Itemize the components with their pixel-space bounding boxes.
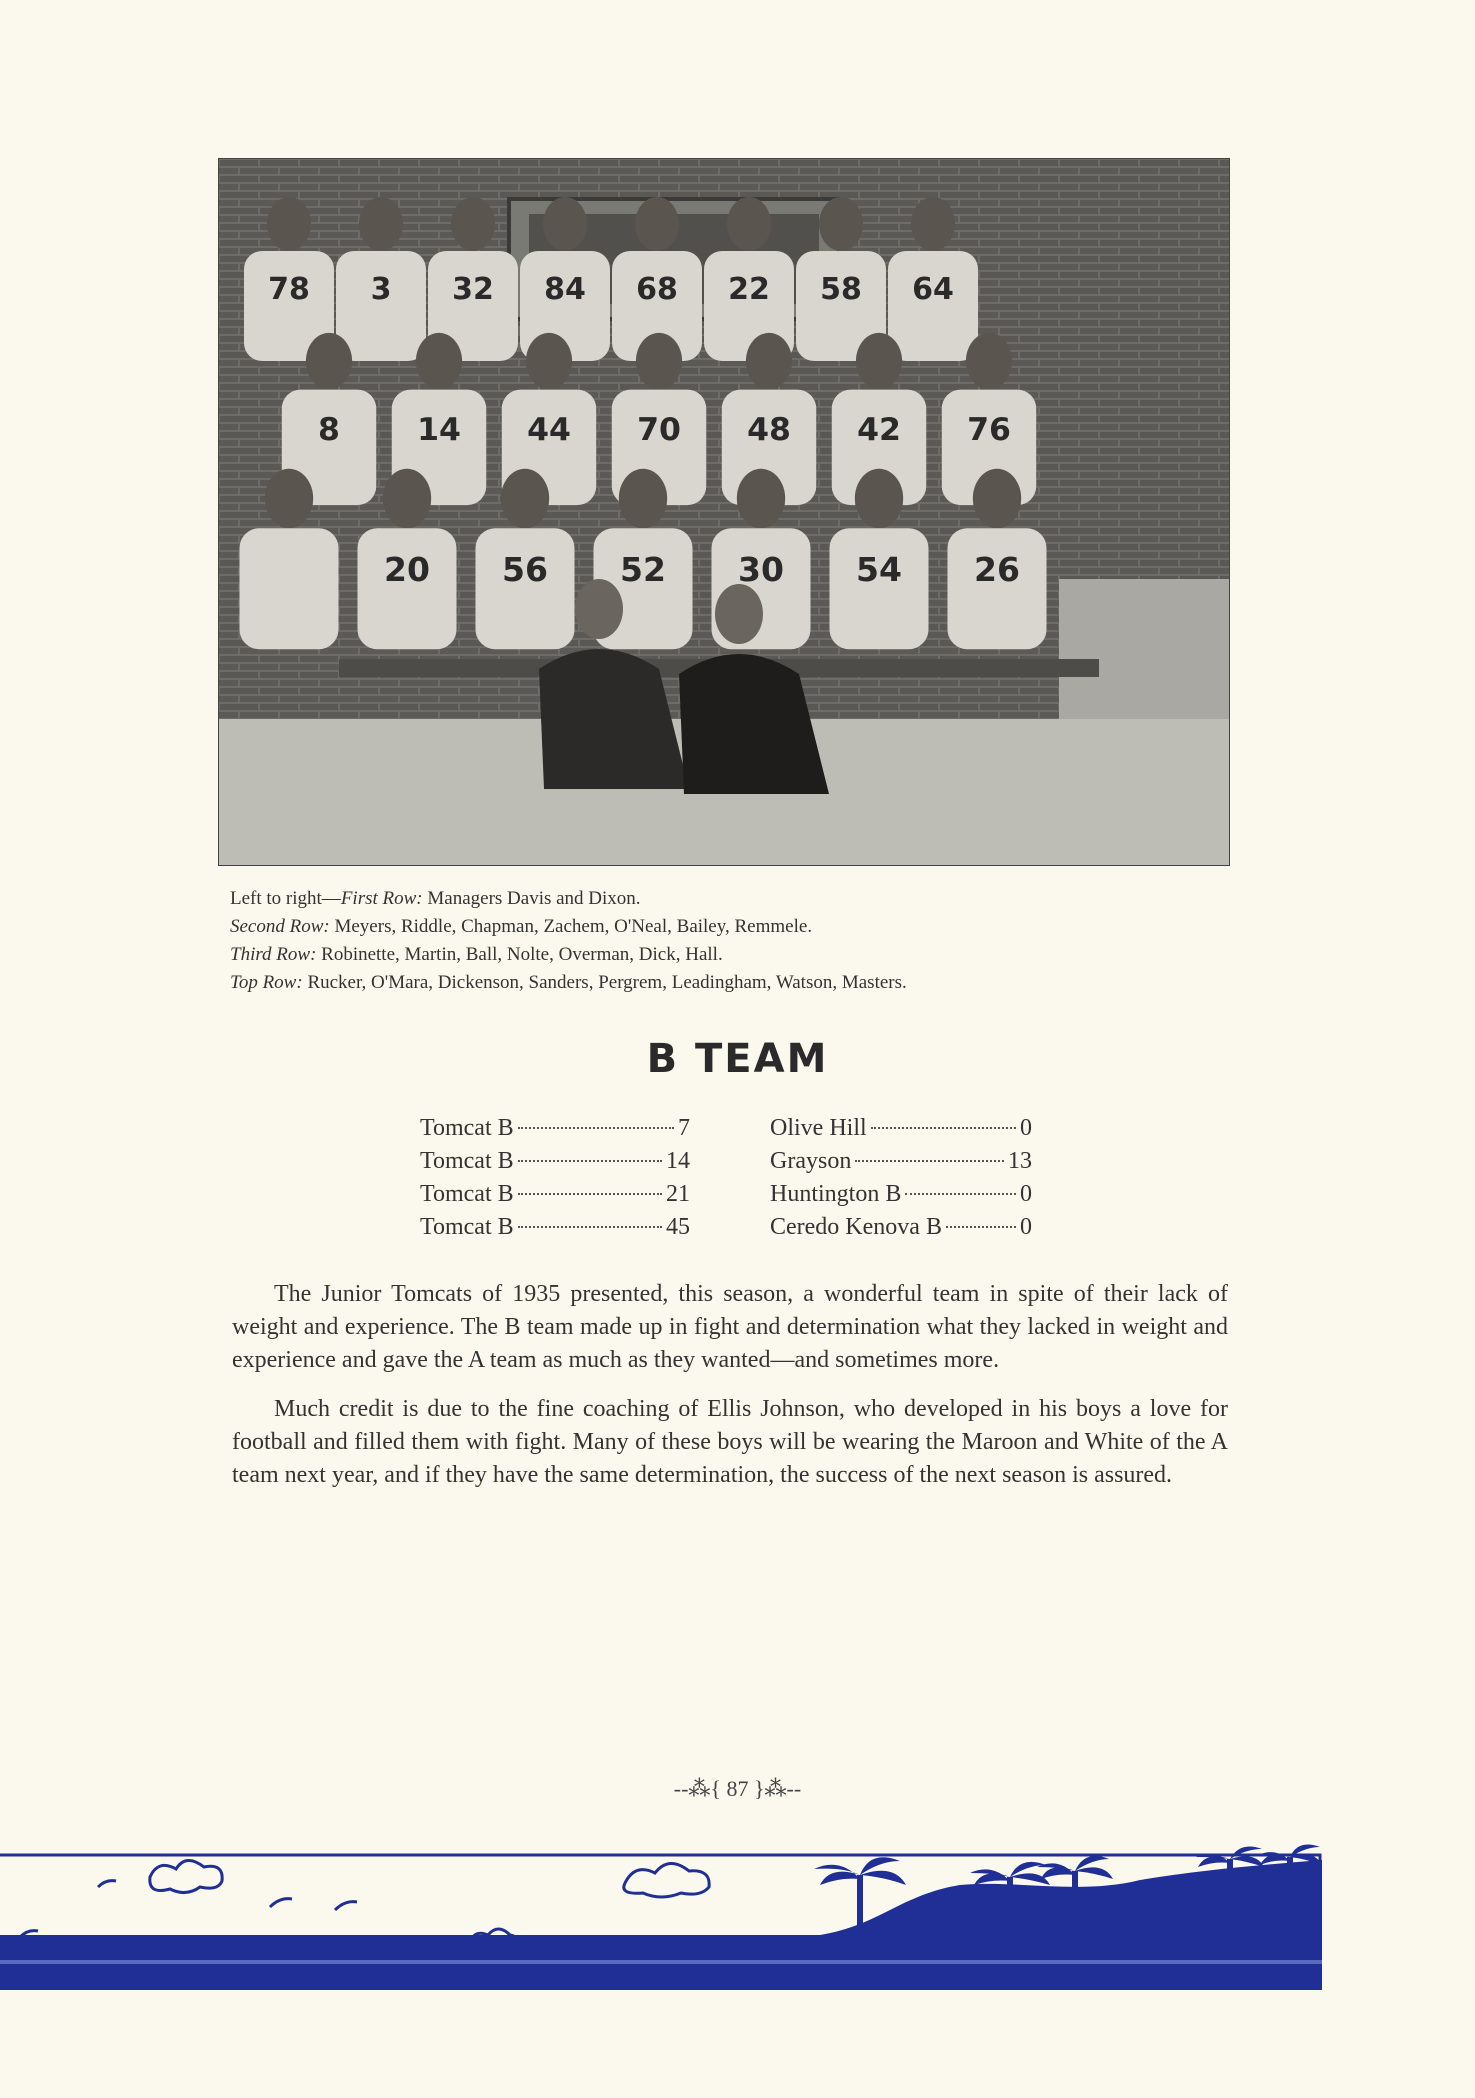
opponent-name: Huntington B bbox=[770, 1181, 902, 1207]
team-name: Tomcat B bbox=[420, 1115, 514, 1141]
player-head bbox=[451, 197, 495, 251]
player-head bbox=[359, 197, 403, 251]
opponent-name: Grayson bbox=[770, 1148, 852, 1174]
player-head bbox=[966, 333, 1012, 390]
page-number-value: 87 bbox=[726, 1776, 749, 1801]
score-row bbox=[420, 1112, 1040, 1145]
photo-caption bbox=[230, 885, 1190, 997]
opponent-score: 0 bbox=[1020, 1214, 1032, 1240]
player-head bbox=[416, 333, 462, 390]
player-head bbox=[265, 469, 313, 528]
caption-intro: Left to right— bbox=[230, 888, 341, 909]
bird-icon bbox=[20, 1881, 357, 1937]
team-name: Tomcat B bbox=[420, 1214, 514, 1240]
player-head bbox=[526, 333, 572, 390]
caption-line-1 bbox=[230, 885, 1190, 913]
opponent-score: 0 bbox=[1020, 1115, 1032, 1141]
player-head bbox=[383, 469, 431, 528]
caption-row-label: Third Row: bbox=[230, 944, 317, 965]
player-head bbox=[267, 197, 311, 251]
jersey-number: 52 bbox=[620, 550, 666, 589]
player-head bbox=[619, 469, 667, 528]
player-head bbox=[911, 197, 955, 251]
section-heading: B TEAM bbox=[646, 1036, 829, 1082]
opponent-score: 0 bbox=[1020, 1181, 1032, 1207]
jersey-number: 68 bbox=[636, 272, 678, 307]
player-head bbox=[636, 333, 682, 390]
player-head bbox=[746, 333, 792, 390]
jersey-number: 14 bbox=[417, 412, 461, 448]
jersey-number: 20 bbox=[384, 550, 430, 589]
jersey-number: 58 bbox=[820, 272, 862, 307]
caption-row-names: Robinette, Martin, Ball, Nolte, Overman, Dick, Hall. bbox=[321, 944, 723, 965]
player-head bbox=[635, 197, 679, 251]
score-row bbox=[420, 1178, 1040, 1211]
player-head bbox=[737, 469, 785, 528]
player-head bbox=[819, 197, 863, 251]
player-head bbox=[855, 469, 903, 528]
jersey-number: 54 bbox=[856, 550, 902, 589]
jersey-number: 48 bbox=[747, 412, 791, 448]
team-photo bbox=[218, 158, 1230, 866]
score-row bbox=[420, 1211, 1040, 1244]
caption-row-label: Top Row: bbox=[230, 972, 303, 993]
caption-row-names: Meyers, Riddle, Chapman, Zachem, O'Neal, Bailey, Remmele. bbox=[334, 916, 813, 937]
opponent-name: Olive Hill bbox=[770, 1115, 867, 1141]
footer-band bbox=[0, 1825, 1475, 2005]
caption-row-names: Managers Davis and Dixon. bbox=[427, 888, 641, 909]
player-head bbox=[856, 333, 902, 390]
opponent-name: Ceredo Kenova B bbox=[770, 1214, 942, 1240]
player-head bbox=[543, 197, 587, 251]
player-head bbox=[973, 469, 1021, 528]
paragraph: Much credit is due to the fine coaching of Ellis Johnson, who developed in his boys a love for football and filled them with fight. Many of these boys will be wearing the Maroon and White of the A team next year, and if they have the same determination, the success of the next season is assured. bbox=[232, 1396, 1228, 1488]
score-row bbox=[420, 1145, 1040, 1178]
jersey-number: 3 bbox=[370, 272, 392, 307]
jersey-number: 70 bbox=[637, 412, 681, 448]
jersey-number: 64 bbox=[912, 272, 954, 307]
team-photo-icon bbox=[219, 159, 1229, 865]
jersey-number: 78 bbox=[268, 272, 310, 307]
team-score: 21 bbox=[666, 1181, 690, 1207]
article-body bbox=[232, 1278, 1228, 1508]
ornament-right-icon: }⁂-- bbox=[748, 1776, 802, 1801]
jersey-number: 42 bbox=[857, 412, 901, 448]
jersey-number: 84 bbox=[544, 272, 586, 307]
page-number bbox=[0, 1776, 1475, 1802]
player-jersey bbox=[240, 528, 339, 649]
caption-line-4 bbox=[230, 969, 1190, 997]
jersey-number: 8 bbox=[318, 412, 340, 448]
jersey-number: 56 bbox=[502, 550, 548, 589]
player-head bbox=[306, 333, 352, 390]
caption-row-label: Second Row: bbox=[230, 916, 330, 937]
jersey-number: 30 bbox=[738, 550, 784, 589]
score-table bbox=[420, 1112, 1040, 1244]
caption-row-label: First Row: bbox=[340, 888, 423, 909]
jersey-number: 44 bbox=[527, 412, 571, 448]
paragraph: The Junior Tomcats of 1935 presented, this season, a wonderful team in spite of their lack of weight and experience. The B team made up in fight and determination what they lacked in weight and experience and gave the A team as much as they wanted—and sometimes more. bbox=[232, 1281, 1228, 1373]
team-score: 14 bbox=[666, 1148, 690, 1174]
caption-line-3 bbox=[230, 941, 1190, 969]
ornament-left-icon: --⁂{ bbox=[673, 1776, 727, 1801]
team-score: 45 bbox=[666, 1214, 690, 1240]
opponent-score: 13 bbox=[1008, 1148, 1032, 1174]
jersey-number: 76 bbox=[967, 412, 1011, 448]
caption-line-2 bbox=[230, 913, 1190, 941]
jersey-number: 22 bbox=[728, 272, 770, 307]
caption-row-names: Rucker, O'Mara, Dickenson, Sanders, Pergrem, Leadingham, Watson, Masters. bbox=[307, 972, 907, 993]
team-name: Tomcat B bbox=[420, 1148, 514, 1174]
player-head bbox=[727, 197, 771, 251]
team-name: Tomcat B bbox=[420, 1181, 514, 1207]
player-head bbox=[501, 469, 549, 528]
team-score: 7 bbox=[678, 1115, 690, 1141]
jersey-number: 32 bbox=[452, 272, 494, 307]
jersey-number: 26 bbox=[974, 550, 1020, 589]
